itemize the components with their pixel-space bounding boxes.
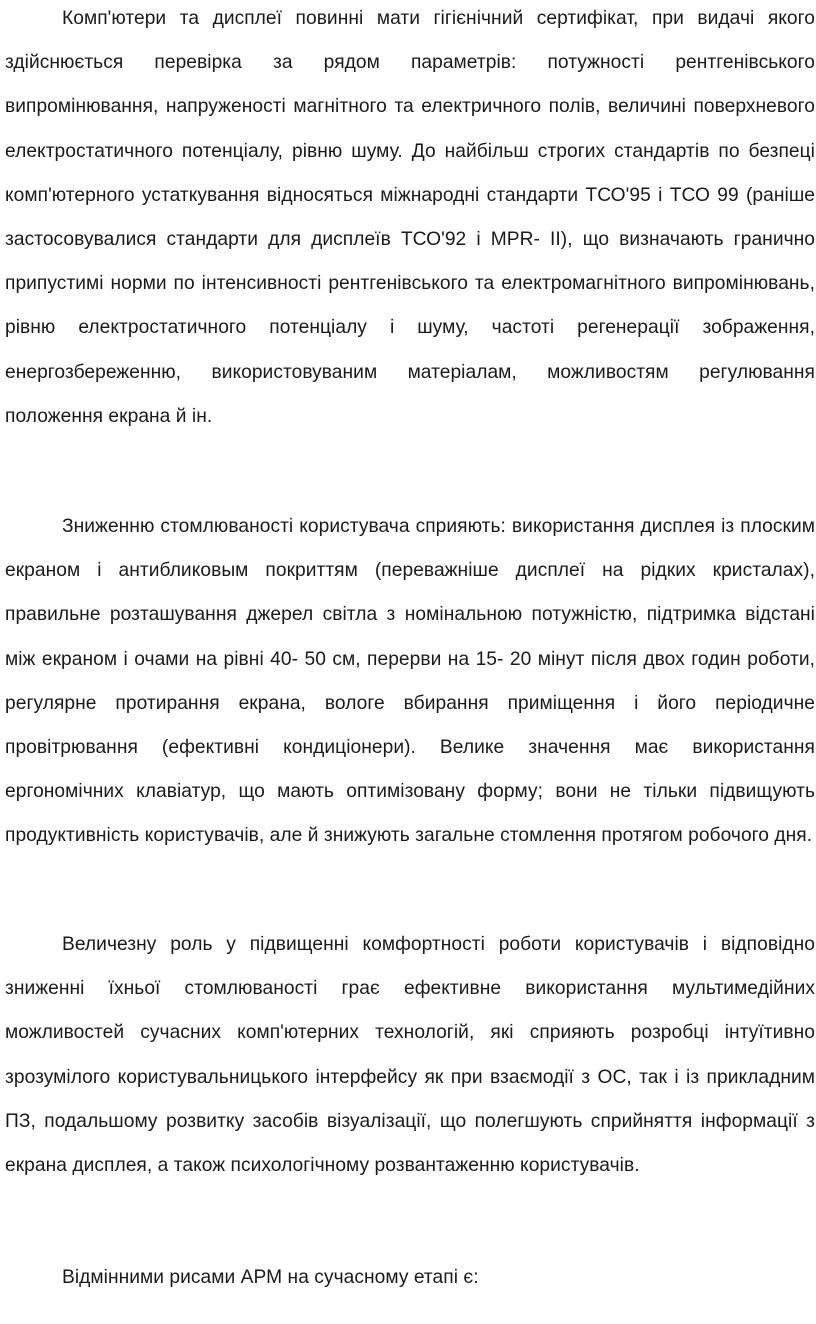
paragraph-arm-features: Відмінними рисами АРМ на сучасному етапі є: xyxy=(62,1267,479,1288)
paragraph-fatigue-reduction: Зниженню стомлюваності користувача сприяють: використання дисплея із плоским екраном і антибликовым покриттям (переважніше дисплеї на рідких кристалах), правильне розташування джерел світла з номінальною потужністю, підтримка відстані між екраном і очами на рівні 40- 50 см, перерви на 15- 20 мінут після двох годин роботи, регулярне протирання екрана, вологе вбирання приміщення і його періодичне провітрювання (ефективні кондиціонери). Велике значення має використання ергономічних клавіатур, що мають оптимізовану форму; вони не тільки підвищують продуктивність користувачів, але й знижують загальне стомлення протягом робочого дня. xyxy=(5,516,815,847)
paragraph-certification: Комп'ютери та дисплеї повинні мати гігієнічний сертифікат, при видачі якого здійснюється перевірка за рядом параметрів: потужності рентгенівського випромінювання, напруженості магнітного та електричного полів, величині поверхневого електростатичного потенціалу, рівню шуму. До найбільш строгих стандартів по безпеці комп'ютерного устаткування відносяться міжнародні стандарти ТСО'95 і ТСО 99 (раніше застосовувалися стандарти для дисплеїв ТСО'92 і MPR- II), що визначають гранично припустимі норми по інтенсивності рентгенівського та електромагнітного випромінювань, рівню електростатичного потенціалу і шуму, частоті регенерації зображення, енергозбереженню, використовуваним матеріалам, можливостям регулювання положення екрана й ін. xyxy=(5,8,815,427)
paragraph-multimedia: Величезну роль у підвищенні комфортності роботи користувачів і відповідно зниженні їхньої стомлюваності грає ефективне використання мультимедійних можливостей сучасних комп'ютерних технологій, які сприяють розробці інтуїтивно зрозумілого користувальницького інтерфейсу як при взаємодії з ОС, так і із прикладним ПЗ, подальшому розвитку засобів візуалізації, що полегшують сприйняття інформації з екрана дисплея, а також психологічному розвантаженню користувачів. xyxy=(5,934,815,1177)
